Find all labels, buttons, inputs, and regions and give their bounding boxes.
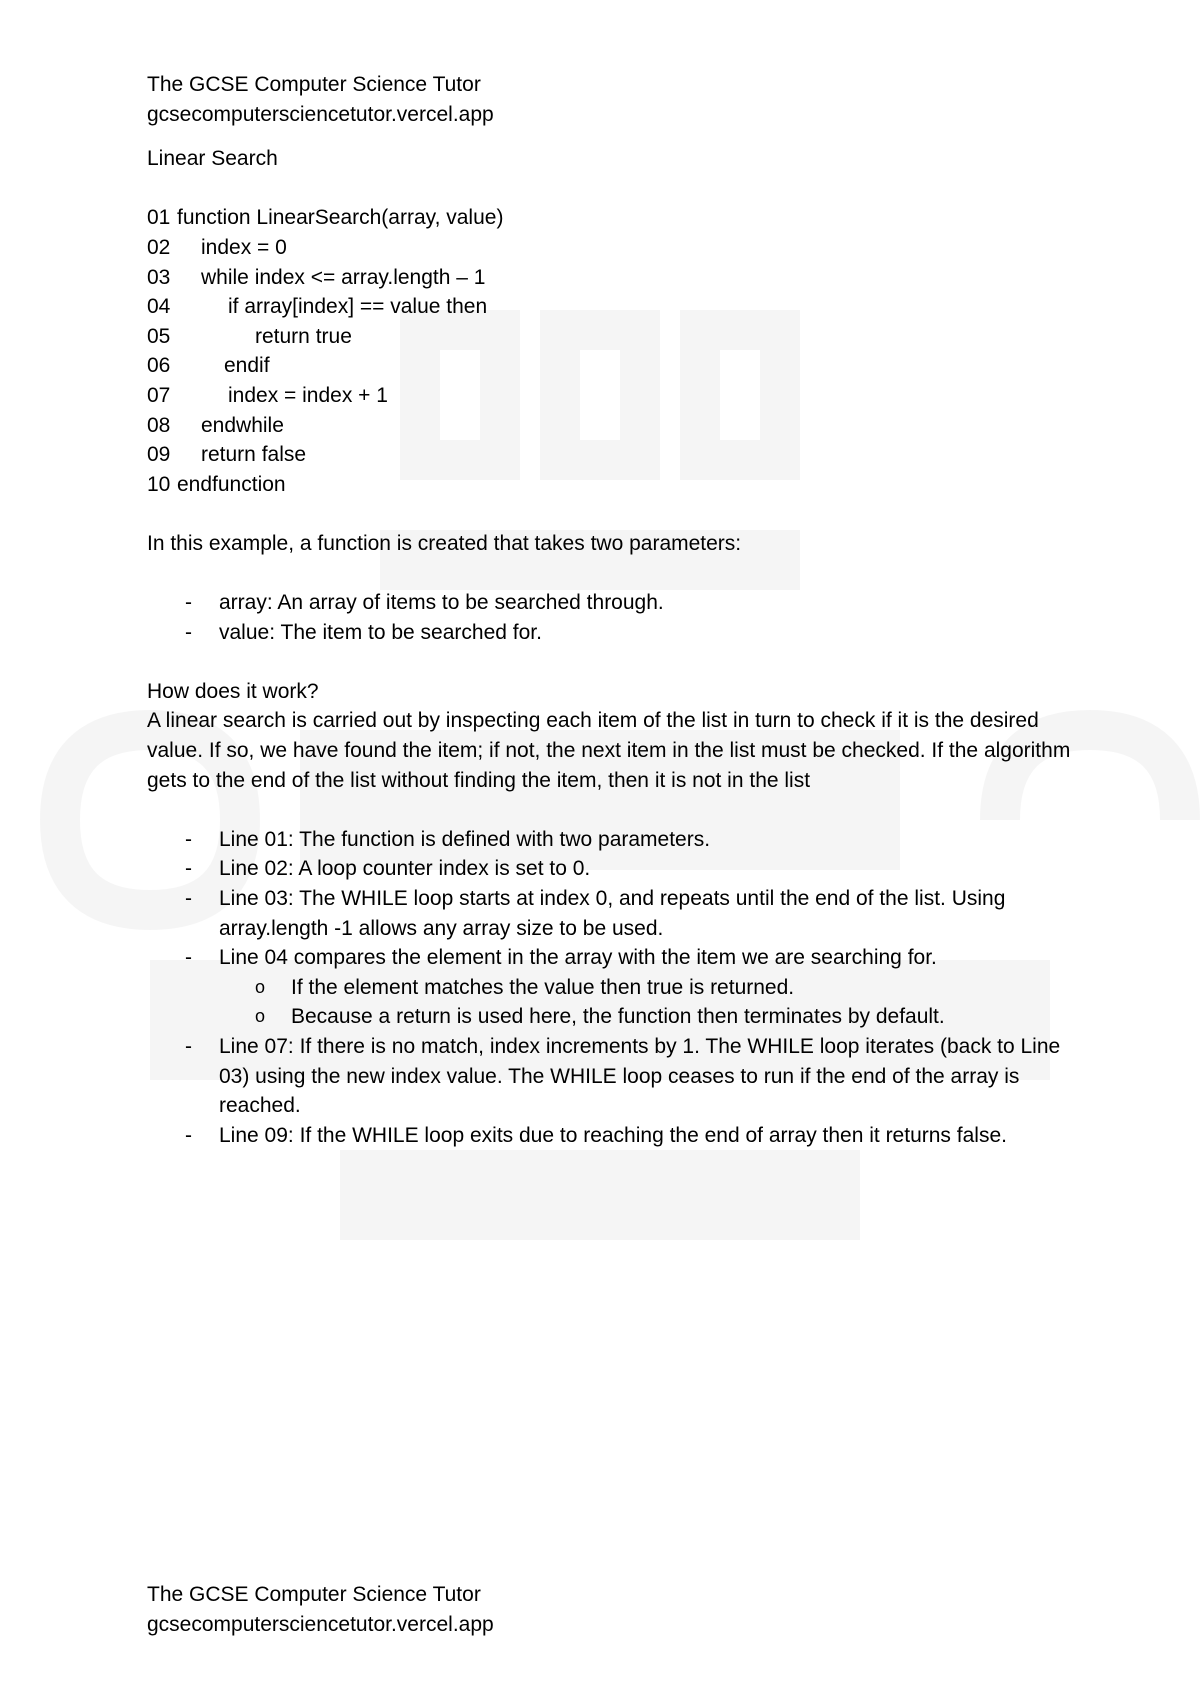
dash-bullet: -: [185, 1123, 192, 1147]
header-site: gcsecomputersciencetutor.vercel.app: [147, 102, 494, 126]
dash-bullet: -: [185, 1035, 192, 1058]
intro-text: In this example, a function is created that takes two parameters:: [147, 531, 742, 555]
dash-bullet: -: [185, 946, 192, 970]
list-item: [147, 1121, 1087, 1151]
code-line: [147, 381, 1087, 411]
parameter-list: [147, 588, 1087, 647]
dash-bullet: -: [185, 887, 192, 911]
code-line: [147, 322, 1087, 352]
explanation-text: Line 03: The WHILE loop starts at index 0, and repeats until the end of the list. Using array.length -1 allows any array size to be used.: [219, 887, 1006, 940]
explanation-text: Line 02: A loop counter index is set to 0.: [219, 857, 591, 881]
explanation-text: Line 01: The function is defined with two parameters.: [219, 827, 711, 851]
code-line-number: 09: [147, 443, 171, 467]
code-line-number: 07: [147, 383, 171, 407]
list-item: [147, 943, 1087, 1032]
code-line: [147, 411, 1087, 441]
explanation-text: Line 09: If the WHILE loop exits due to reaching the end of array then it returns false.: [219, 1123, 1007, 1147]
dash-bullet: -: [185, 857, 192, 881]
explanation-list: [147, 825, 1087, 1151]
code-line-number: 08: [147, 413, 171, 437]
explanation-paragraph: A linear search is carried out by inspecting each item of the list in turn to check if it is the desired value. If so, we have found the item; if not, the next item in the list must be checked. If the algorithm gets to the end of the list without finding the item, then it is not in the list: [147, 709, 1071, 792]
code-line: [147, 203, 1087, 233]
code-line-text: index = index + 1: [228, 383, 388, 407]
code-line: [147, 440, 1087, 470]
code-line: [147, 470, 1087, 500]
code-line-number: 06: [147, 354, 171, 378]
parameter-text: value: The item to be searched for.: [219, 620, 542, 644]
sub-explanation-text: If the element matches the value then true is returned.: [291, 975, 795, 999]
page-footer: [147, 1580, 494, 1639]
circle-bullet: o: [255, 976, 266, 997]
list-item: [147, 854, 1087, 884]
explanation-text: Line 07: If there is no match, index increments by 1. The WHILE loop iterates (back to Line 03) using the new index value. The WHILE loop ceases to run if the end of the array is reached.: [219, 1035, 1061, 1118]
circle-bullet: o: [255, 1006, 266, 1027]
dash-bullet: -: [185, 591, 192, 615]
explanation-text: Line 04 compares the element in the array with the item we are searching for.: [219, 946, 937, 970]
code-line-text: return true: [255, 324, 352, 348]
code-line-text: endwhile: [201, 413, 284, 437]
header-title: The GCSE Computer Science Tutor: [147, 73, 481, 96]
sub-list-item: [219, 973, 1087, 1003]
sub-list-item: [219, 1002, 1087, 1032]
list-item: [147, 1032, 1087, 1121]
list-item: [147, 588, 1087, 618]
code-line-text: if array[index] == value then: [228, 295, 488, 319]
code-line-text: while index <= array.length – 1: [201, 265, 486, 289]
code-block: [147, 203, 1087, 499]
code-line-number: 05: [147, 324, 171, 348]
document-content: [147, 70, 1087, 1150]
code-line: [147, 233, 1087, 263]
dash-bullet: -: [185, 827, 192, 851]
code-line-text: endfunction: [177, 472, 286, 496]
list-item: [147, 618, 1087, 648]
sub-list: [219, 973, 1087, 1032]
code-line: [147, 292, 1087, 322]
code-line: [147, 263, 1087, 293]
list-item: [147, 825, 1087, 855]
sub-explanation-text: Because a return is used here, the function then terminates by default.: [291, 1005, 945, 1029]
parameter-text: array: An array of items to be searched through.: [219, 591, 664, 615]
code-line-number: 02: [147, 235, 171, 259]
code-line-number: 01: [147, 206, 171, 230]
list-item: [147, 884, 1087, 943]
code-line-number: 03: [147, 265, 171, 289]
code-line-text: return false: [201, 443, 307, 467]
code-line-text: function LinearSearch(array, value): [177, 206, 504, 230]
code-line-number: 04: [147, 295, 171, 319]
code-line: [147, 351, 1087, 381]
section-heading: How does it work?: [147, 679, 319, 703]
footer-site: gcsecomputersciencetutor.vercel.app: [147, 1612, 494, 1636]
dash-bullet: -: [185, 620, 192, 644]
code-line-number: 10: [147, 472, 171, 496]
code-line-text: endif: [224, 354, 270, 378]
footer-title: The GCSE Computer Science Tutor: [147, 1583, 481, 1606]
page-title: Linear Search: [147, 147, 278, 171]
code-line-text: index = 0: [201, 235, 287, 259]
